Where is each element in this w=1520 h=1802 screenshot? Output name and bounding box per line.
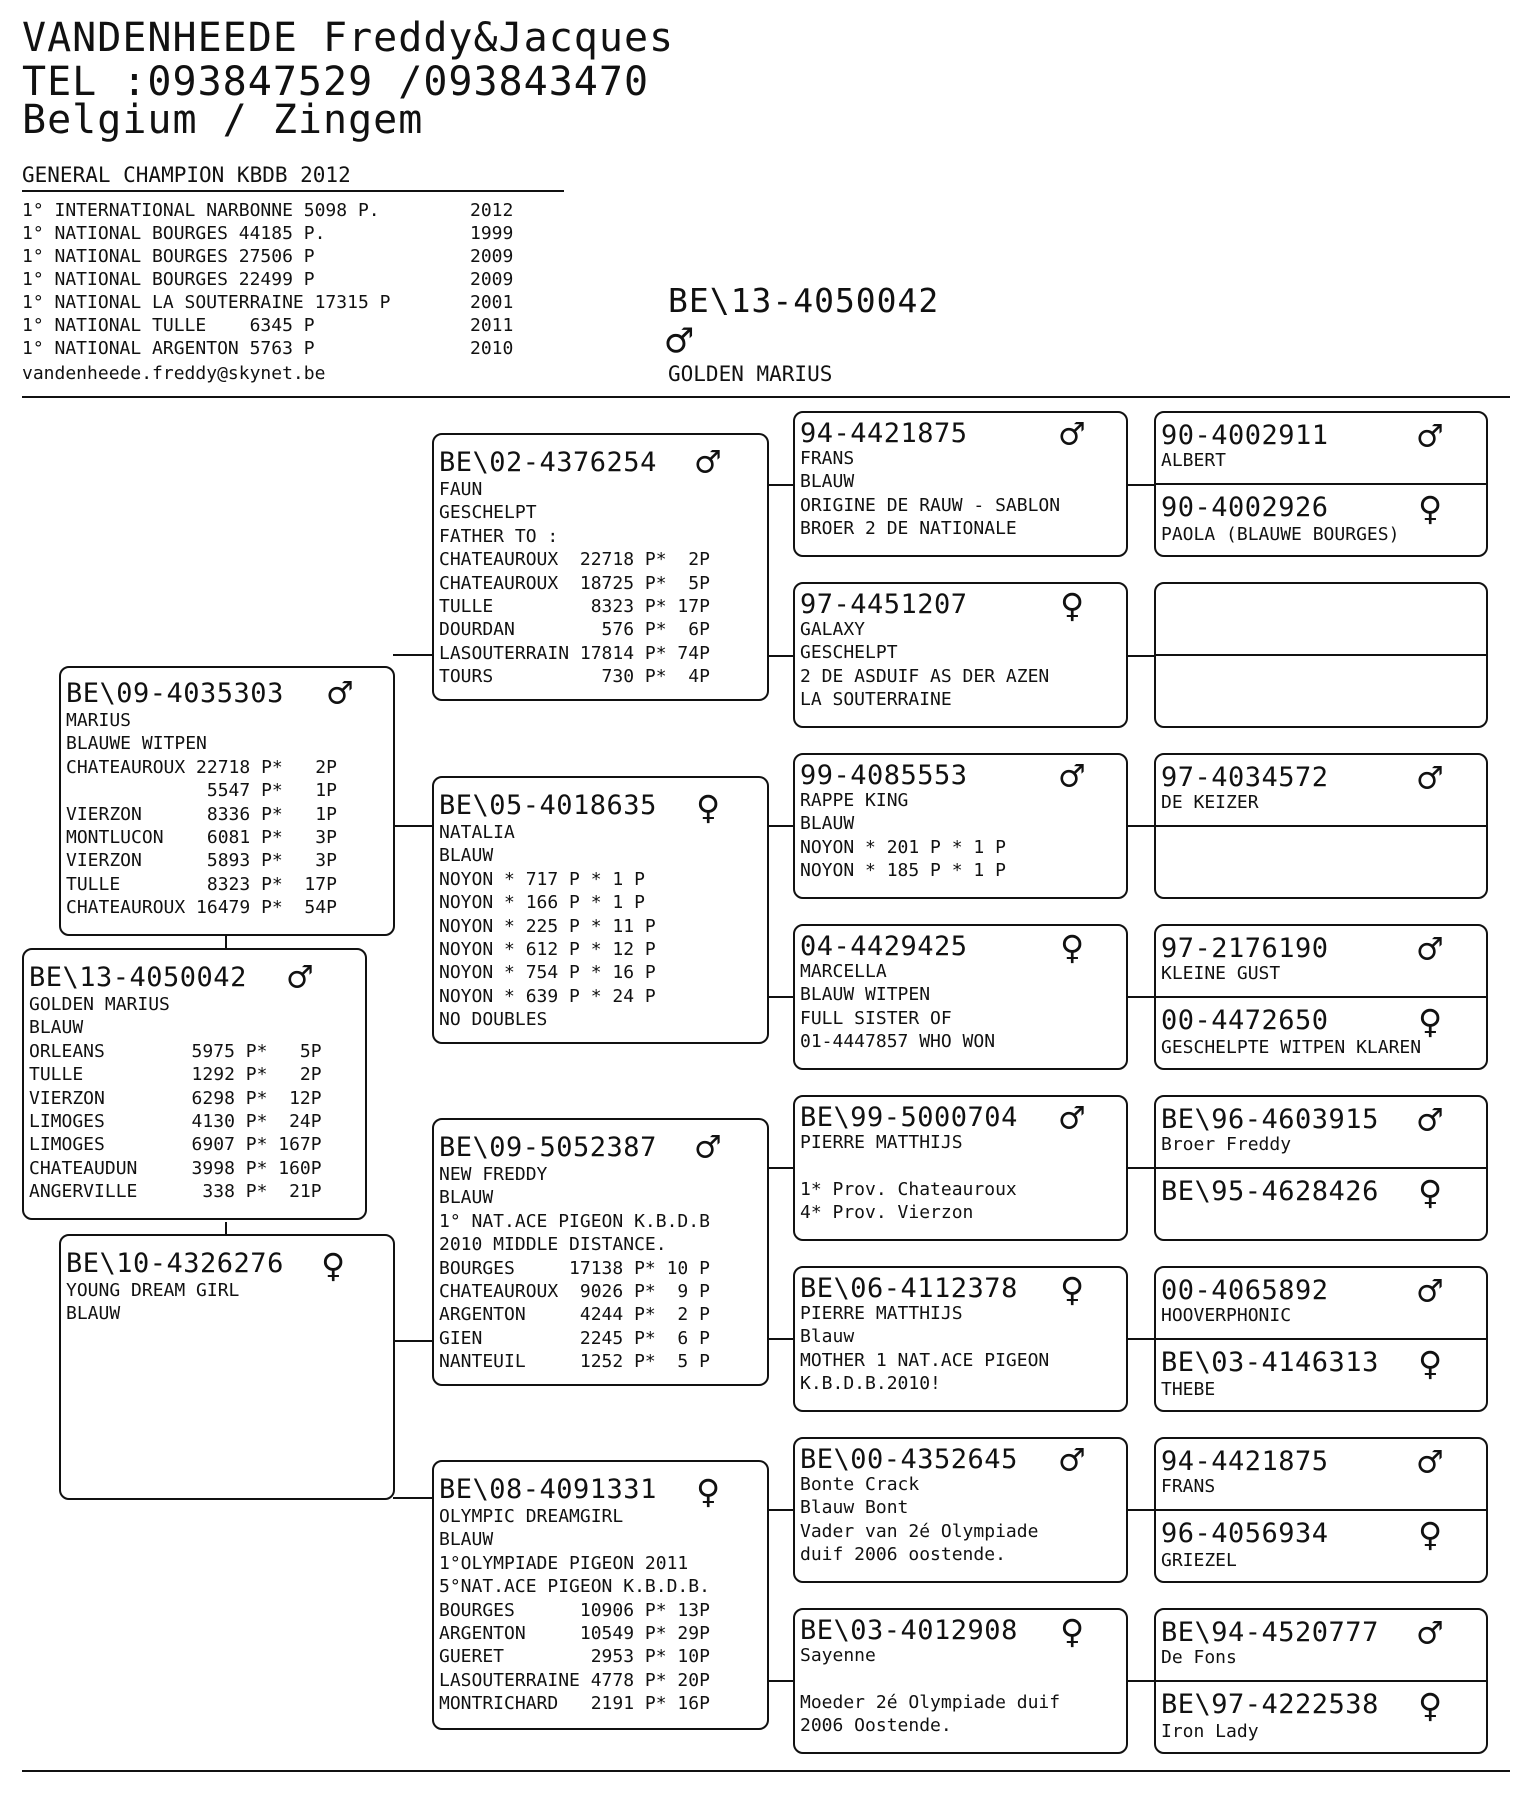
result-item (22, 291, 514, 314)
male-symbol-icon: ♂ (1418, 1098, 1443, 1144)
connector-line (769, 1509, 793, 1511)
ring-number: 97-4034572 (1161, 762, 1329, 793)
ring-number: 94-4421875 (800, 418, 968, 449)
great-grandparent-card (793, 1095, 1128, 1241)
result-year: 2009 (470, 246, 514, 267)
great-grandparent-card (793, 582, 1128, 728)
race-result: LIMOGES 4130 P* 24P (29, 1110, 322, 1132)
result-text: 1° NATIONAL BOURGES 22499 P (22, 269, 315, 290)
pigeon-line: 2 DE ASDUIF AS DER AZEN (800, 665, 1050, 687)
race-result: VIERZON 5893 P* 3P (66, 850, 337, 872)
race-result: CHATEAUROUX 22718 P* 2P (439, 549, 710, 571)
result-item (22, 222, 514, 245)
sire-card (59, 666, 395, 936)
connector-line (1128, 1509, 1154, 1511)
champion-rule (22, 190, 564, 192)
male-symbol-icon: ♂ (1060, 754, 1085, 800)
connector-line (393, 1340, 432, 1342)
pigeon-name: PIERRE MATTHIJS (800, 1132, 963, 1153)
subject-name: GOLDEN MARIUS (668, 362, 833, 386)
result-year: 2009 (470, 269, 514, 290)
pigeon-note: 1° NAT.ACE PIGEON K.B.D.B (439, 1210, 710, 1232)
pigeon-line: K.B.D.B.2010! (800, 1373, 941, 1395)
pigeon-name: GALAXY (800, 619, 866, 640)
owner-name: VANDENHEEDE Freddy&Jacques (22, 15, 675, 61)
ring-number: BE\03-4012908 (800, 1615, 1018, 1646)
ring-number: BE\13-4050042 (29, 962, 247, 993)
great-great-grandparent-card (1154, 1095, 1488, 1241)
great-grandparent-card (793, 1266, 1128, 1412)
connector-line (769, 484, 793, 486)
female-symbol-icon: ♀ (1418, 1683, 1443, 1729)
connector-line (1128, 1338, 1154, 1340)
race-result: NOYON * 717 P * 1 P (439, 868, 645, 890)
male-symbol-icon: ♂ (288, 955, 313, 1001)
pigeon-name: GESCHELPTE WITPEN KLAREN (1161, 1037, 1422, 1058)
champion-title: GENERAL CHAMPION KBDB 2012 (22, 163, 351, 187)
male-symbol-icon: ♂ (1418, 1611, 1443, 1657)
female-symbol-icon: ♀ (696, 785, 721, 831)
pigeon-line: MOTHER 1 NAT.ACE PIGEON (800, 1349, 1050, 1371)
card-divider (1156, 1338, 1486, 1340)
ring-number: 90-4002911 (1161, 420, 1329, 451)
female-symbol-icon: ♀ (1418, 1341, 1443, 1387)
pigeon-line: ORIGINE DE RAUW - SABLON (800, 494, 1061, 516)
pigeon-line: duif 2006 oostende. (800, 1544, 1006, 1566)
pigeon-name: NEW FREDDY (439, 1164, 548, 1185)
race-result: VIERZON 6298 P* 12P (29, 1087, 322, 1109)
pigeon-name: RAPPE KING (800, 790, 909, 811)
pigeon-line (800, 1667, 1122, 1690)
connector-line (1128, 825, 1154, 827)
pigeon-line: 2006 Oostende. (800, 1715, 952, 1737)
result-year: 2012 (470, 200, 514, 221)
race-result: GIEN 2245 P* 6 P (439, 1327, 710, 1349)
connector-line (1128, 1167, 1154, 1169)
pigeon-line: 4* Prov. Vierzon (800, 1202, 974, 1224)
card-divider (1156, 1509, 1486, 1511)
ring-number: 00-4065892 (1161, 1275, 1329, 1306)
ring-number: BE\08-4091331 (439, 1474, 657, 1505)
pigeon-color: BLAUW (66, 1303, 121, 1325)
race-result: VIERZON 8336 P* 1P (66, 803, 337, 825)
pigeon-name: NATALIA (439, 822, 515, 843)
race-result: TULLE 8323 P* 17P (66, 873, 337, 895)
ring-number: BE\99-5000704 (800, 1102, 1018, 1133)
connector-line (393, 1497, 432, 1499)
connector-line (1128, 996, 1154, 998)
female-symbol-icon: ♀ (1060, 583, 1085, 629)
race-result: TOURS 730 P* 4P (439, 666, 710, 688)
race-result: NOYON * 754 P * 16 P (439, 962, 656, 984)
result-text: 1° NATIONAL ARGENTON 5763 P (22, 338, 315, 359)
race-result: CHATEAUROUX 16479 P* 54P (66, 897, 337, 919)
pigeon-name: Sayenne (800, 1645, 876, 1666)
connector-line (769, 1338, 793, 1340)
card-divider (1156, 483, 1486, 485)
pigeon-line: BLAUW (800, 471, 855, 493)
female-symbol-icon: ♀ (1418, 999, 1443, 1045)
pigeon-line: NOYON * 185 P * 1 P (800, 860, 1006, 882)
pigeon-line: 1* Prov. Chateauroux (800, 1178, 1017, 1200)
ring-number: BE\00-4352645 (800, 1444, 1018, 1475)
pigeon-name: Bonte Crack (800, 1474, 920, 1495)
pigeon-line: NOYON * 201 P * 1 P (800, 836, 1006, 858)
great-great-grandparent-card (1154, 1608, 1488, 1754)
email-address: vandenheede.freddy@skynet.be (22, 363, 326, 384)
pigeon-color: BLAUW (439, 1529, 494, 1551)
male-symbol-icon: ♂ (328, 671, 353, 717)
ring-number: BE\96-4603915 (1161, 1104, 1379, 1135)
pigeon-line: Vader van 2é Olympiade (800, 1520, 1039, 1542)
ring-number: BE\09-5052387 (439, 1132, 657, 1163)
connector-line (769, 1167, 793, 1169)
pigeon-name: Iron Lady (1161, 1721, 1259, 1742)
race-result: BOURGES 10906 P* 13P (439, 1599, 710, 1621)
pigeon-name: PAOLA (BLAUWE BOURGES) (1161, 524, 1400, 545)
race-result: MONTRICHARD 2191 P* 16P (439, 1693, 710, 1715)
result-item (22, 337, 514, 360)
great-grandparent-card (793, 753, 1128, 899)
pigeon-name: FRANS (800, 448, 855, 469)
result-year: 2011 (470, 315, 514, 336)
race-result: TULLE 1292 P* 2P (29, 1064, 322, 1086)
pigeon-name: ALBERT (1161, 450, 1227, 471)
result-text: 1° NATIONAL TULLE 6345 P (22, 315, 315, 336)
pigeon-note: 1°OLYMPIADE PIGEON 2011 (439, 1552, 689, 1574)
result-year: 2010 (470, 338, 514, 359)
card-divider (1156, 825, 1486, 827)
male-symbol-icon: ♂ (1060, 1438, 1085, 1484)
card-divider (1156, 1680, 1486, 1682)
great-grandparent-card (793, 411, 1128, 557)
pigeon-line: Blauw Bont (800, 1497, 909, 1519)
pigeon-name: GOLDEN MARIUS (29, 994, 170, 1015)
male-symbol-icon: ♂ (696, 1125, 721, 1171)
great-great-grandparent-card (1154, 924, 1488, 1070)
ring-number: BE\95-4628426 (1161, 1176, 1379, 1207)
pigeon-note: NO DOUBLES (439, 1009, 548, 1031)
female-symbol-icon: ♀ (1418, 1512, 1443, 1558)
pigeon-name: HOOVERPHONIC (1161, 1305, 1292, 1326)
ring-number: 99-4085553 (800, 760, 968, 791)
pigeon-line: Blauw (800, 1326, 855, 1348)
pigeon-color: BLAUW (439, 845, 494, 867)
pigeon-name: PIERRE MATTHIJS (800, 1303, 963, 1324)
grandparent-card (432, 1118, 769, 1386)
ring-number: BE\03-4146313 (1161, 1347, 1379, 1378)
pigeon-line: LA SOUTERRAINE (800, 689, 952, 711)
race-result: NOYON * 225 P * 11 P (439, 915, 656, 937)
race-result: CHATEAUROUX 22718 P* 2P (66, 756, 337, 778)
male-symbol-icon: ♂ (1060, 1096, 1085, 1142)
race-result: NOYON * 639 P * 24 P (439, 985, 656, 1007)
race-result: BOURGES 17138 P* 10 P (439, 1257, 710, 1279)
result-item (22, 268, 514, 291)
result-text: 1° NATIONAL BOURGES 44185 P. (22, 223, 326, 244)
ring-number: 94-4421875 (1161, 1446, 1329, 1477)
pigeon-line: BLAUW (800, 813, 855, 835)
ring-number: BE\09-4035303 (66, 678, 284, 709)
pigeon-name: MARIUS (66, 710, 132, 731)
race-result: CHATEAUDUN 3998 P* 160P (29, 1157, 322, 1179)
pigeon-line: 01-4447857 WHO WON (800, 1031, 996, 1053)
pigeon-name: De Fons (1161, 1647, 1237, 1668)
race-result: ARGENTON 4244 P* 2 P (439, 1304, 710, 1326)
header-divider (22, 396, 1510, 398)
female-symbol-icon: ♀ (696, 1469, 721, 1515)
grandparent-card (432, 776, 769, 1044)
ring-number: 97-2176190 (1161, 933, 1329, 964)
result-text: 1° NATIONAL LA SOUTERRAINE 17315 P (22, 292, 391, 313)
connector-line (225, 934, 227, 948)
race-result: ANGERVILLE 338 P* 21P (29, 1181, 322, 1203)
female-symbol-icon: ♀ (1418, 486, 1443, 532)
race-result: 5547 P* 1P (66, 780, 337, 802)
ring-number: BE\10-4326276 (66, 1248, 284, 1279)
ring-number: 04-4429425 (800, 931, 968, 962)
female-symbol-icon: ♀ (1418, 1170, 1443, 1216)
great-great-grandparent-card (1154, 582, 1488, 728)
pigeon-line: BLAUW WITPEN (800, 984, 931, 1006)
race-result: TULLE 8323 P* 17P (439, 595, 710, 617)
male-symbol-icon: ♂ (1418, 927, 1443, 973)
pigeon-name: FAUN (439, 479, 483, 500)
ring-number: 00-4472650 (1161, 1005, 1329, 1036)
female-symbol-icon: ♀ (1060, 1609, 1085, 1655)
grandparent-card (432, 1460, 769, 1730)
race-result: CHATEAUROUX 9026 P* 9 P (439, 1280, 710, 1302)
result-item (22, 245, 514, 268)
pigeon-name: YOUNG DREAM GIRL (66, 1280, 240, 1301)
ring-number: BE\94-4520777 (1161, 1617, 1379, 1648)
result-item (22, 314, 514, 337)
great-great-grandparent-card (1154, 753, 1488, 899)
race-result: ORLEANS 5975 P* 5P (29, 1040, 322, 1062)
connector-line (1128, 1680, 1154, 1682)
pigeon-name: DE KEIZER (1161, 792, 1259, 813)
great-grandparent-card (793, 1437, 1128, 1583)
card-divider (1156, 654, 1486, 656)
male-symbol-icon: ♂ (666, 316, 693, 367)
ring-number: 90-4002926 (1161, 492, 1329, 523)
pigeon-name: FRANS (1161, 1476, 1216, 1497)
pigeon-name: MARCELLA (800, 961, 887, 982)
ring-number: BE\05-4018635 (439, 790, 657, 821)
pigeon-name: Broer Freddy (1161, 1134, 1292, 1155)
ring-number: BE\02-4376254 (439, 447, 657, 478)
race-result: LASOUTERRAINE 4778 P* 20P (439, 1669, 710, 1691)
connector-line (769, 1680, 793, 1682)
male-symbol-icon: ♂ (1418, 1269, 1443, 1315)
owner-location: Belgium / Zingem (22, 97, 424, 143)
connector-line (769, 996, 793, 998)
race-result: NANTEUIL 1252 P* 5 P (439, 1351, 710, 1373)
connector-line (393, 825, 432, 827)
pigeon-color: BLAUWE WITPEN (66, 733, 207, 755)
race-result: LASOUTERRAIN 17814 P* 74P (439, 642, 710, 664)
pigeon-line: Moeder 2é Olympiade duif (800, 1691, 1061, 1713)
pigeon-name: GRIEZEL (1161, 1550, 1237, 1571)
race-result: NOYON * 166 P * 1 P (439, 892, 645, 914)
great-grandparent-card (793, 924, 1128, 1070)
male-symbol-icon: ♂ (1418, 414, 1443, 460)
pigeon-note: 2010 MIDDLE DISTANCE. (439, 1234, 667, 1256)
result-text: 1° INTERNATIONAL NARBONNE 5098 P. (22, 200, 380, 221)
pigeon-line: FULL SISTER OF (800, 1007, 952, 1029)
connector-line (769, 825, 793, 827)
female-symbol-icon: ♀ (1060, 925, 1085, 971)
pigeon-color: BLAUW (29, 1017, 84, 1039)
pigeon-note: 5°NAT.ACE PIGEON K.B.D.B. (439, 1576, 710, 1598)
race-result: ARGENTON 10549 P* 29P (439, 1622, 710, 1644)
female-symbol-icon: ♀ (321, 1243, 346, 1289)
subject-card (22, 948, 367, 1220)
card-divider (1156, 996, 1486, 998)
ring-number: 97-4451207 (800, 589, 968, 620)
ring-number: BE\97-4222538 (1161, 1689, 1379, 1720)
pigeon-line (800, 1154, 1122, 1177)
female-symbol-icon: ♀ (1060, 1267, 1085, 1313)
race-result: NOYON * 612 P * 12 P (439, 938, 656, 960)
result-text: 1° NATIONAL BOURGES 27506 P (22, 246, 315, 267)
connector-line (769, 655, 793, 657)
pigeon-name: OLYMPIC DREAMGIRL (439, 1506, 624, 1527)
pigeon-line: GESCHELPT (800, 642, 898, 664)
card-divider (1156, 1167, 1486, 1169)
ring-number: 96-4056934 (1161, 1518, 1329, 1549)
pigeon-line: BROER 2 DE NATIONALE (800, 518, 1017, 540)
owner-tel: TEL :093847529 /093843470 (22, 59, 650, 105)
dam-card (59, 1234, 395, 1500)
pigeon-note: FATHER TO : (439, 525, 559, 547)
pigeon-name: THEBE (1161, 1379, 1216, 1400)
subject-ring: BE\13-4050042 (668, 281, 940, 320)
ring-number: BE\06-4112378 (800, 1273, 1018, 1304)
result-item (22, 199, 514, 222)
result-year: 2001 (470, 292, 514, 313)
footer-divider (22, 1770, 1510, 1772)
race-result: GUERET 2953 P* 10P (439, 1646, 710, 1668)
race-result: MONTLUCON 6081 P* 3P (66, 826, 337, 848)
race-result: CHATEAUROUX 18725 P* 5P (439, 572, 710, 594)
connector-line (1128, 655, 1154, 657)
connector-line (1128, 484, 1154, 486)
male-symbol-icon: ♂ (1060, 412, 1085, 458)
male-symbol-icon: ♂ (1418, 756, 1443, 802)
pigeon-color: GESCHELPT (439, 502, 537, 524)
connector-line (393, 654, 432, 656)
race-result: LIMOGES 6907 P* 167P (29, 1134, 322, 1156)
grandparent-card (432, 433, 769, 701)
result-year: 1999 (470, 223, 514, 244)
great-great-grandparent-card (1154, 1437, 1488, 1583)
pigeon-color: BLAUW (439, 1187, 494, 1209)
male-symbol-icon: ♂ (1418, 1440, 1443, 1486)
pigeon-name: KLEINE GUST (1161, 963, 1281, 984)
race-result: DOURDAN 576 P* 6P (439, 619, 710, 641)
great-great-grandparent-card (1154, 1266, 1488, 1412)
great-grandparent-card (793, 1608, 1128, 1754)
male-symbol-icon: ♂ (696, 440, 721, 486)
great-great-grandparent-card (1154, 411, 1488, 557)
